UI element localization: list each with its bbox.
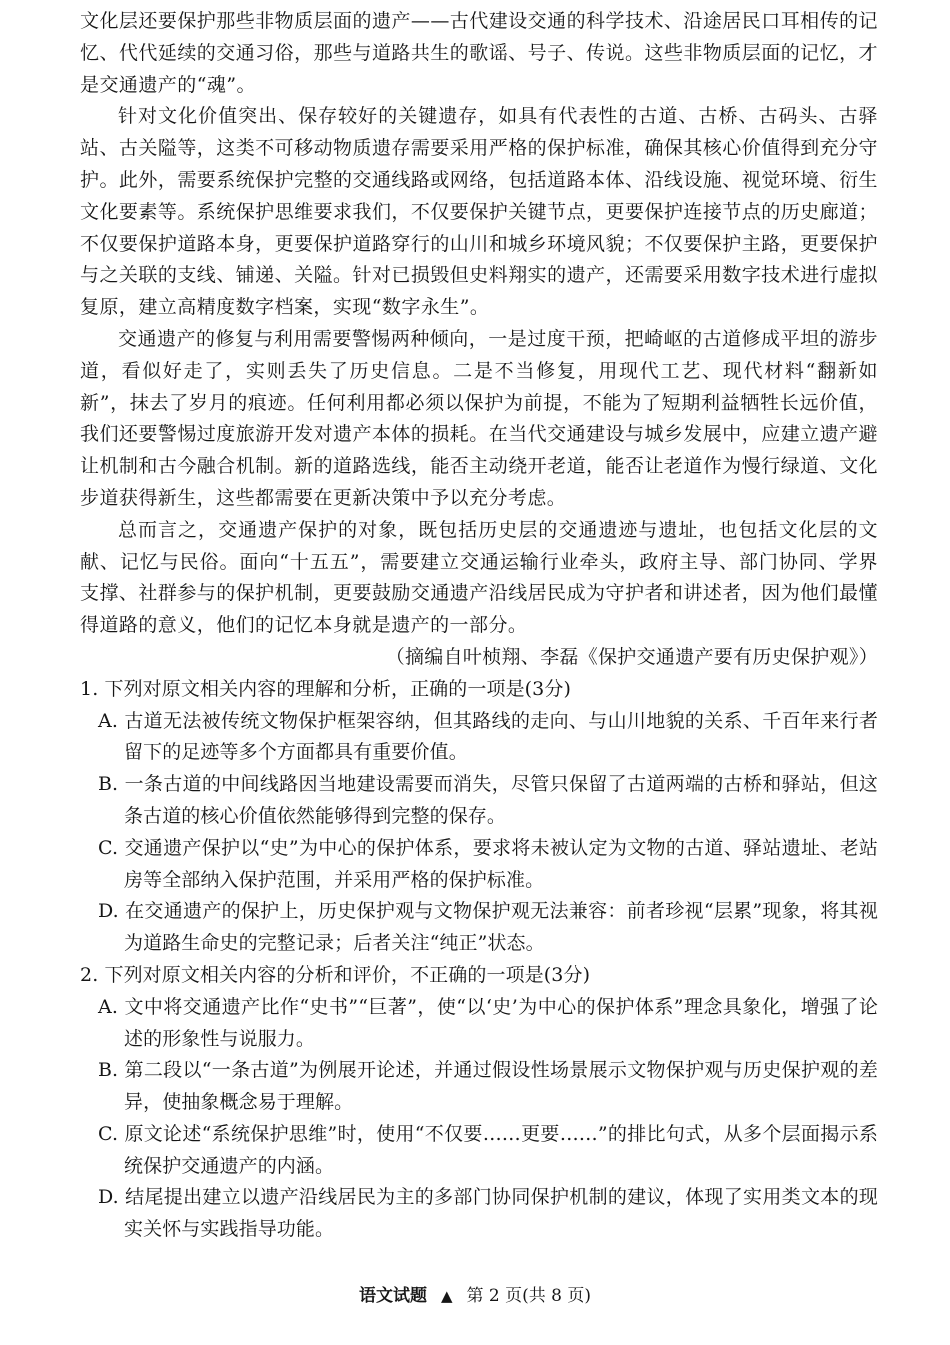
reading-passage: [80, 6, 878, 674]
question-1: [80, 674, 878, 960]
passage-paragraph-0: 文化层还要保护那些非物质层面的遗产——古代建设交通的科学技术、沿途居民口耳相传的记忆、代代延续的交通习俗，那些与道路共生的歌谣、号子、传说。这些非物质层面的记忆，才是交通遗产的“魂”。: [80, 10, 878, 96]
passage-paragraph-3: 总而言之，交通遗产保护的对象，既包括历史层的交通遗迹与遗址，也包括文化层的文献、记忆与民俗。面向“十五五”，需要建立交通运输行业牵头，政府主导、部门协同、学界支撑、社群参与的保护机制，更要鼓励交通遗产沿线居民成为守护者和讲述者，因为他们最懂得道路的意义，他们的记忆本身就是遗产的一部分。: [80, 518, 878, 637]
question-2: [80, 960, 878, 1246]
option-b: B. 第二段以“一条古道”为例展开论述，并通过假设性场景展示文物保护观与历史保护观的差异，使抽象概念易于理解。: [98, 1059, 878, 1114]
option-b: B. 一条古道的中间线路因当地建设需要而消失，尽管只保留了古道两端的古桥和驿站，但这条古道的核心价值依然能够得到完整的保存。: [98, 773, 878, 827]
page-footer: [0, 1284, 950, 1308]
footer-subject: 语文试题: [358, 1286, 427, 1306]
question-stem: 1. 下列对原文相关内容的理解和分析，正确的一项是(3分): [80, 677, 571, 700]
option-c: C. 原文论述“系统保护思维”时，使用“不仅要……更要……”的排比句式，从多个层面揭示系统保护交通遗产的内涵。: [98, 1122, 878, 1177]
triangle-icon: ▲: [440, 1287, 453, 1305]
option-a: A. 古道无法被传统文物保护框架容纳，但其路线的走向、与山川地貌的关系、千百年来行者留下的足迹等多个方面都具有重要价值。: [98, 709, 878, 764]
footer-page-number: 第 2 页(共 8 页): [466, 1286, 592, 1306]
passage-source: （摘编自叶桢翔、李磊《保护交通遗产要有历史保护观》）: [385, 645, 878, 668]
passage-paragraph-1: 针对文化价值突出、保存较好的关键遗存，如具有代表性的古道、古桥、古码头、古驿站、古关隘等，这类不可移动物质遗存需要采用严格的保护标准，确保其核心价值得到充分守护。此外，需要系统保护完整的交通线路或网络，包括道路本体、沿线设施、视觉环境、衍生文化要素等。系统保护思维要求我们，不仅要保护关键节点，更要保护连接节点的历史廊道；不仅要保护道路本身，更要保护道路穿行的山川和城乡环境风貌；不仅要保护主路，更要保护与之关联的支线、铺递、关隘。针对已损毁但史料翔实的遗产，还需要采用数字技术进行虚拟复原，建立高精度数字档案，实现“数字永生”。: [80, 105, 878, 319]
option-c: C. 交通遗产保护以“史”为中心的保护体系，要求将未被认定为文物的古道、驿站遗址、老站房等全部纳入保护范围，并采用严格的保护标准。: [98, 836, 878, 891]
question-stem: 2. 下列对原文相关内容的分析和评价，不正确的一项是(3分): [80, 963, 591, 986]
option-d: D. 结尾提出建立以遗产沿线居民为主的多部门协同保护机制的建议，体现了实用类文本的现实关怀与实践指导功能。: [98, 1186, 878, 1241]
passage-paragraph-2: 交通遗产的修复与利用需要警惕两种倾向，一是过度干预，把崎岖的古道修成平坦的游步道，看似好走了，实则丢失了历史信息。二是不当修复，用现代工艺、现代材料“翻新如新”，抹去了岁月的痕迹。任何利用都必须以保护为前提，不能为了短期利益牺牲长远价值，我们还要警惕过度旅游开发对遗产本体的损耗。在当代交通建设与城乡发展中，应建立遗产避让机制和古今融合机制。新的道路选线，能否主动绕开老道，能否让老道作为慢行绿道、文化步道获得新生，这些都需要在更新决策中予以充分考虑。: [80, 327, 878, 509]
option-a: A. 文中将交通遗产比作“史书”“巨著”，使“以‘史’为中心的保护体系”理念具象化，增强了论述的形象性与说服力。: [98, 995, 878, 1050]
option-d: D. 在交通遗产的保护上，历史保护观与文物保护观无法兼容：前者珍视“层累”现象，将其视为道路生命史的完整记录；后者关注“纯正”状态。: [98, 900, 878, 955]
